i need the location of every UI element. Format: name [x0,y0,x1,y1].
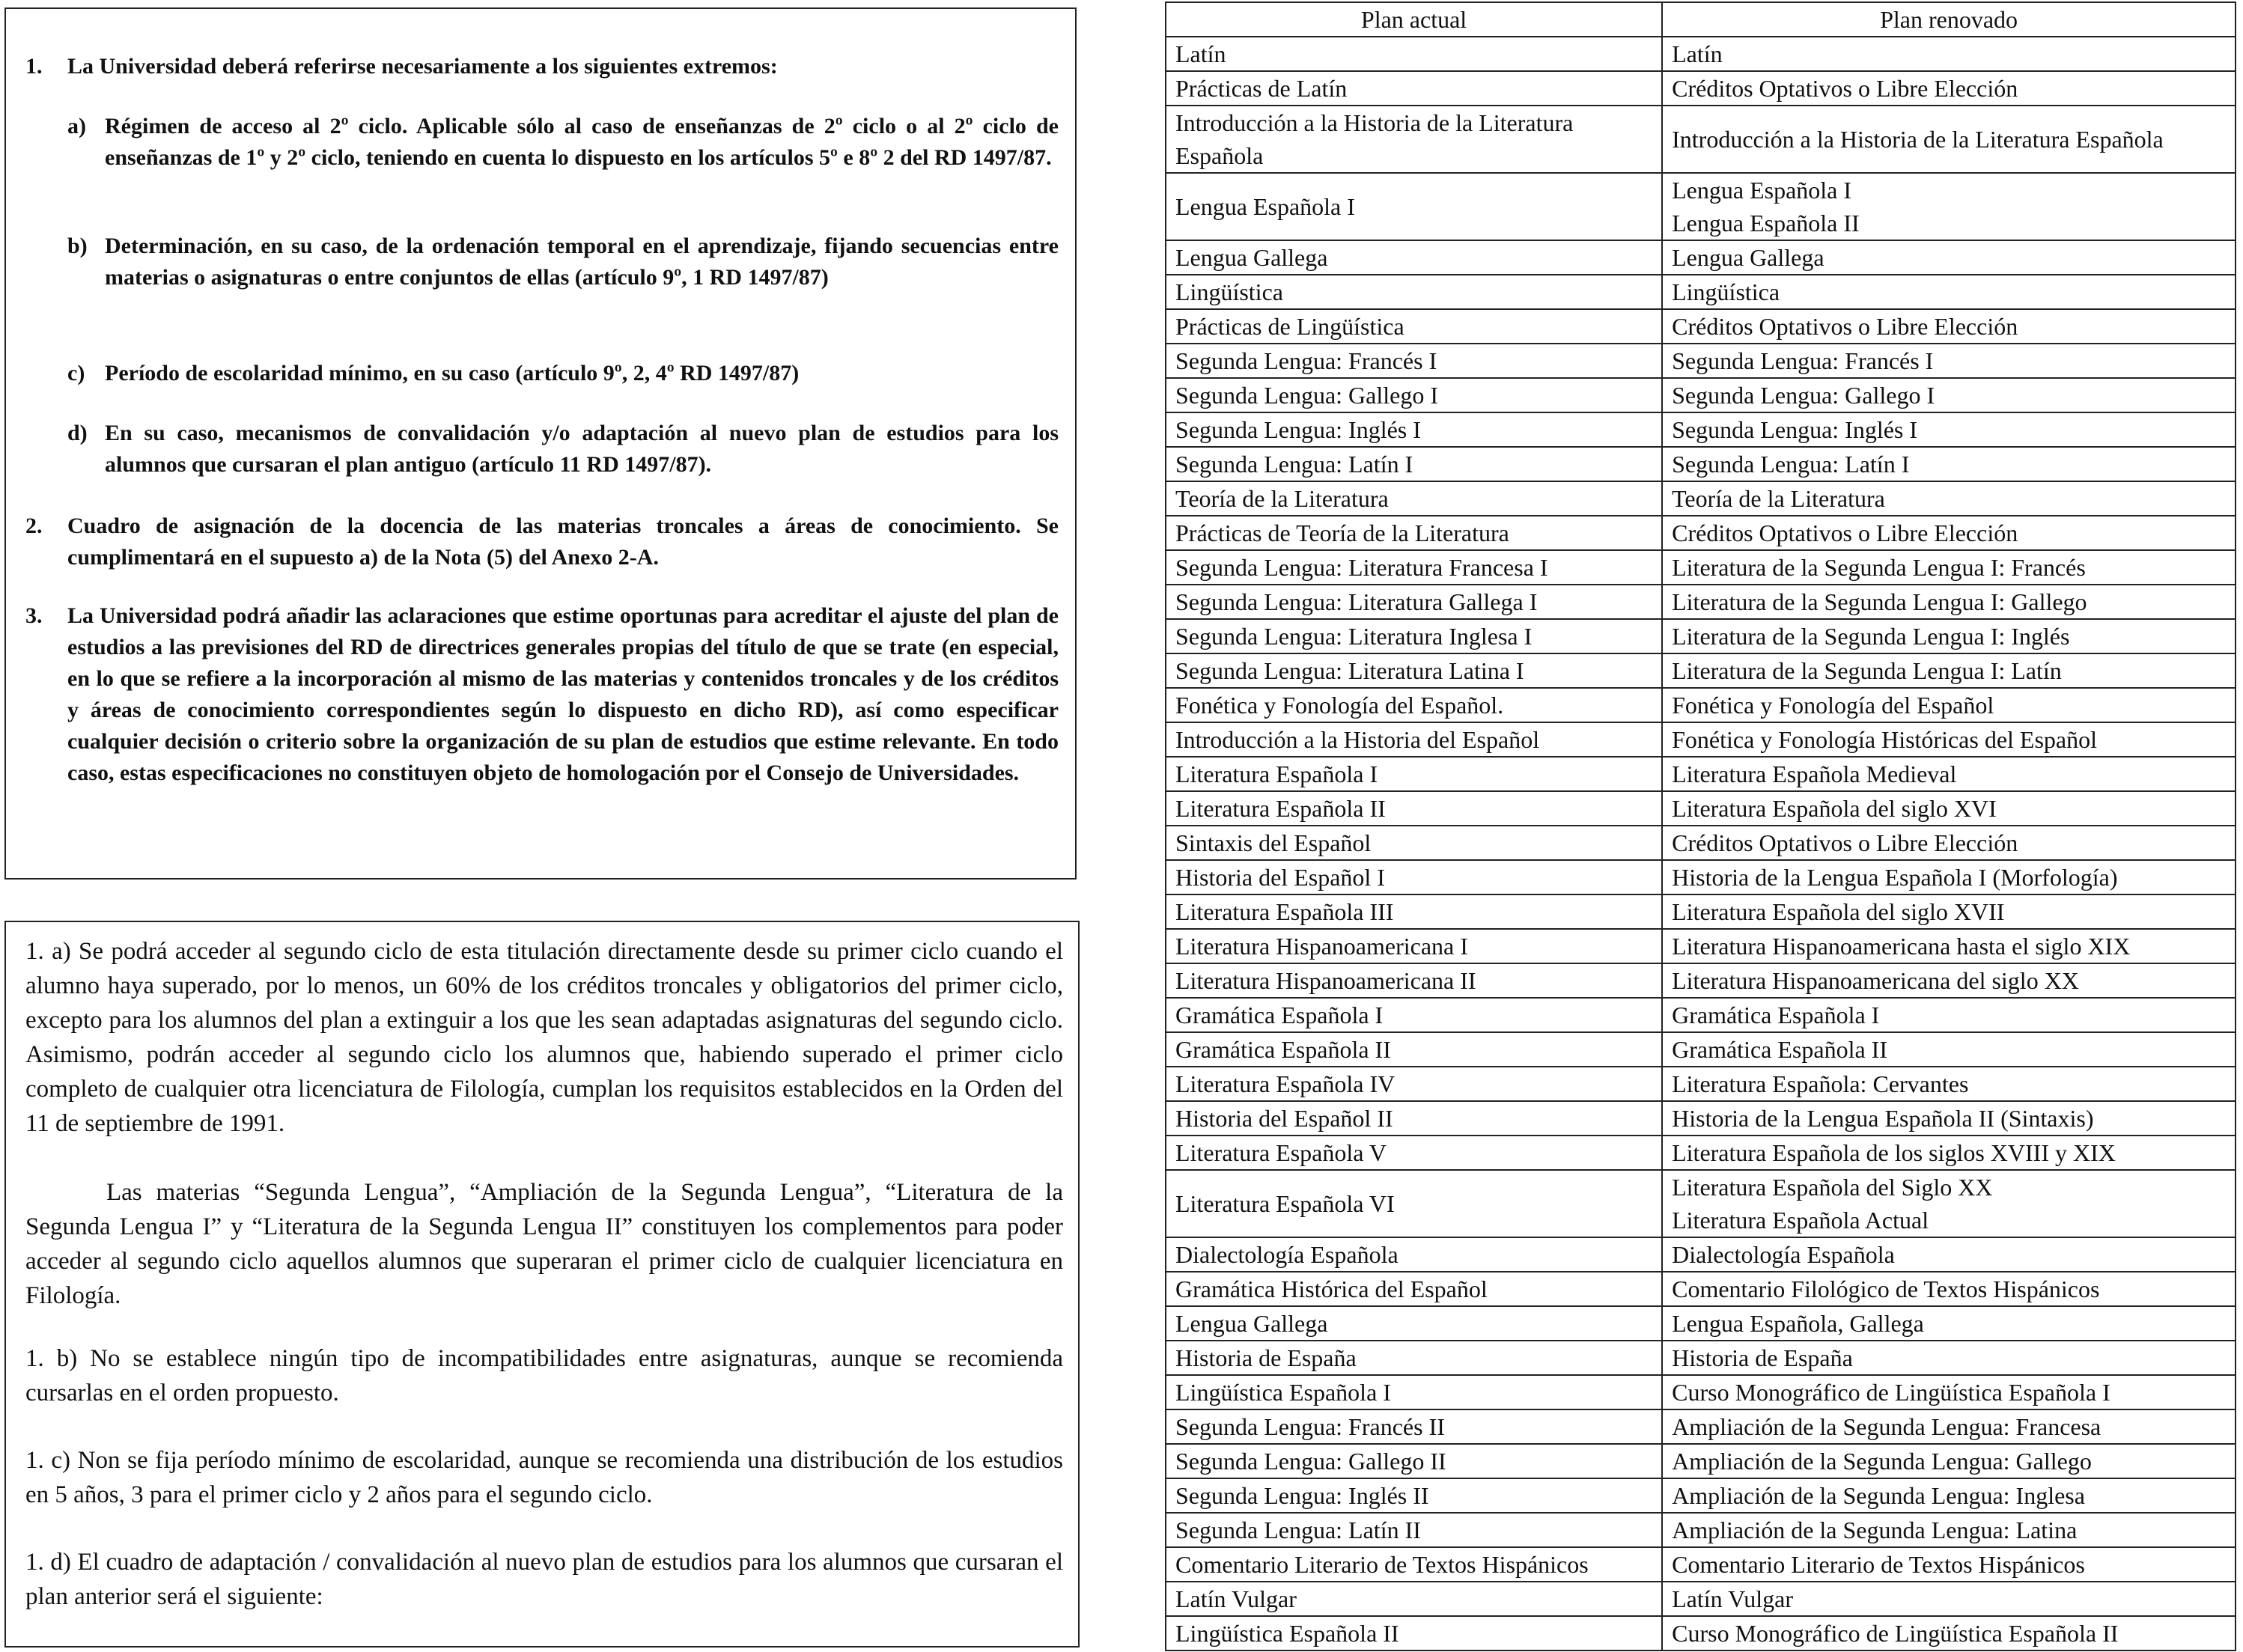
cell-plan-renovado: Curso Monográfico de Lingüística Española II [1662,1616,2236,1651]
table-row [1166,688,2236,722]
adaptation-table [1165,1,2236,1651]
table-header-row [1166,2,2236,37]
cell-plan-actual: Segunda Lengua: Francés II [1166,1409,1662,1444]
cell-plan-renovado: Introducción a la Historia de la Literatura Española [1662,106,2236,173]
cell-plan-renovado: Literatura Española del siglo XVI [1662,791,2236,826]
table-row [1166,722,2236,757]
sub-text: En su caso, mecanismos de convalidación y/o adaptación al nuevo plan de estudios para los alumnos que cursaran el plan antiguo (artículo 11 RD 1497/87). [105,421,1059,477]
table-row [1166,412,2236,447]
table-row [1166,1409,2236,1444]
cell-plan-actual: Literatura Española IV [1166,1067,1662,1101]
cell-plan-renovado: Lengua Española I Lengua Española II [1662,173,2236,240]
cell-plan-renovado: Literatura Española del Siglo XX Literatura Española Actual [1662,1170,2236,1237]
cell-plan-renovado: Fonética y Fonología Históricas del Español [1662,722,2236,757]
cell-plan-actual: Literatura Española III [1166,894,1662,929]
cell-plan-actual: Literatura Hispanoamericana II [1166,963,1662,998]
table-row [1166,619,2236,653]
cell-plan-renovado: Fonética y Fonología del Español [1662,688,2236,722]
cell-plan-renovado: Literatura de la Segunda Lengua I: Inglés [1662,619,2236,653]
table-row [1166,791,2236,826]
table-row [1166,1513,2236,1547]
item-text: Cuadro de asignación de la docencia de las materias troncales a áreas de conocimiento. Se cumplimentará en el supuesto a) de la Nota (5) del Anexo 2-A. [67,513,1059,570]
table-body [1166,37,2236,1651]
cell-plan-renovado: Historia de la Lengua Española II (Sintaxis) [1662,1101,2236,1136]
cell-plan-actual: Introducción a la Historia de la Literatura Española [1166,106,1662,173]
cell-plan-renovado: Créditos Optativos o Libre Elección [1662,71,2236,106]
cell-plan-renovado: Gramática Española II [1662,1032,2236,1067]
cell-plan-actual: Fonética y Fonología del Español. [1166,688,1662,722]
table-row [1166,1616,2236,1651]
cell-plan-renovado: Literatura Española Medieval [1662,757,2236,791]
cell-plan-renovado: Gramática Española I [1662,998,2236,1032]
cell-plan-actual: Lingüística Española I [1166,1375,1662,1409]
table-row [1166,481,2236,516]
cell-plan-actual: Prácticas de Latín [1166,71,1662,106]
table-row [1166,860,2236,894]
item-text: La Universidad podrá añadir las aclaraciones que estime oportunas para acreditar el ajuste del plan de estudios a las previsiones del RD de directrices generales propias del título de que se trate (en especial, en lo que se refiere a la incorporación al mismo de las materias y contenidos troncales y de los créditos y áreas de conocimiento correspondientes según lo dispuesto en dicho RD), así como especificar cualquier decisión o criterio sobre la organización de su plan de estudios que estime relevante. En todo caso, estas especificaciones no constituyen objeto de homologación por el Consejo de Universidades. [67,603,1059,785]
cell-plan-actual: Segunda Lengua: Inglés I [1166,412,1662,447]
instruction-item-1 [25,51,1059,82]
column-header-plan-renovado: Plan renovado [1662,2,2236,37]
table-row [1166,1067,2236,1101]
cell-plan-renovado: Lingüística [1662,275,2236,309]
cell-plan-renovado: Latín Vulgar [1662,1582,2236,1616]
sub-label: d) [67,421,88,445]
sub-label: c) [67,361,85,385]
cell-plan-renovado: Historia de la Lengua Española I (Morfología) [1662,860,2236,894]
cell-plan-renovado: Segunda Lengua: Gallego I [1662,378,2236,412]
table-row [1166,1272,2236,1306]
cell-plan-actual: Segunda Lengua: Literatura Francesa I [1166,550,1662,585]
instruction-item-3 [25,600,1059,789]
instruction-sub-c [67,358,1059,389]
cell-plan-actual: Prácticas de Lingüística [1166,309,1662,344]
table-row [1166,963,2236,998]
cell-plan-actual: Prácticas de Teoría de la Literatura [1166,516,1662,550]
cell-plan-actual: Historia de España [1166,1341,1662,1375]
note-1a: 1. a) Se podrá acceder al segundo ciclo de esta titulación directamente desde su primer ciclo cuando el alumno haya superado, por lo menos, un 60% de los créditos troncales y obligatorios del primer ciclo, excepto para los alumnos del plan a extinguir a los que les sean adaptadas asignaturas del segundo ciclo. Asimismo, podrán acceder al segundo ciclo los alumnos que, habiendo superado el primer ciclo completo de cualquier otra licenciatura de Filología, cumplan los requisitos establecidos en la Orden del 11 de septiembre de 1991. [25,938,1063,1137]
cell-plan-actual: Lingüística Española II [1166,1616,1662,1651]
cell-plan-actual: Gramática Española II [1166,1032,1662,1067]
cell-plan-renovado: Ampliación de la Segunda Lengua: Latina [1662,1513,2236,1547]
table-row [1166,309,2236,344]
cell-plan-renovado: Créditos Optativos o Libre Elección [1662,309,2236,344]
cell-plan-actual: Latín [1166,37,1662,71]
cell-plan-renovado: Literatura de la Segunda Lengua I: Gallego [1662,585,2236,619]
instructions-box [4,7,1077,880]
instruction-item-2 [25,510,1059,573]
item-text: La Universidad deberá referirse necesariamente a los siguientes extremos: [67,54,778,79]
table-row [1166,1478,2236,1513]
cell-plan-renovado: Literatura Española de los siglos XVIII y XIX [1662,1136,2236,1170]
cell-plan-actual: Literatura Española I [1166,757,1662,791]
table-row [1166,757,2236,791]
table-row [1166,37,2236,71]
cell-plan-renovado: Latín [1662,37,2236,71]
cell-plan-actual: Literatura Española VI [1166,1170,1662,1237]
cell-plan-actual: Segunda Lengua: Francés I [1166,344,1662,378]
cell-plan-renovado: Segunda Lengua: Inglés I [1662,412,2236,447]
table-row [1166,826,2236,860]
table-row [1166,240,2236,275]
instruction-sub-d [67,418,1059,481]
sub-text: Período de escolaridad mínimo, en su caso (artículo 9º, 2, 4º RD 1497/87) [105,361,800,385]
table-row [1166,1136,2236,1170]
cell-plan-renovado: Créditos Optativos o Libre Elección [1662,826,2236,860]
cell-plan-renovado: Dialectología Española [1662,1237,2236,1272]
cell-plan-renovado: Ampliación de la Segunda Lengua: Inglesa [1662,1478,2236,1513]
item-number: 1. [25,54,43,79]
cell-plan-actual: Lengua Española I [1166,173,1662,240]
cell-plan-actual: Latín Vulgar [1166,1582,1662,1616]
cell-plan-actual: Literatura Hispanoamericana I [1166,929,1662,963]
sub-label: a) [67,114,86,138]
sub-text: Determinación, en su caso, de la ordenación temporal en el aprendizaje, fijando secuencias entre materias o asignaturas o entre conjuntos de ellas (artículo 9º, 1 RD 1497/87) [105,234,1059,290]
table-row [1166,71,2236,106]
cell-plan-renovado: Ampliación de la Segunda Lengua: Francesa [1662,1409,2236,1444]
note-1b: 1. b) No se establece ningún tipo de incompatibilidades entre asignaturas, aunque se recomienda cursarlas en el orden propuesto. [25,1345,1063,1406]
table-row [1166,1032,2236,1067]
table-row [1166,344,2236,378]
table-row [1166,653,2236,688]
cell-plan-renovado: Literatura de la Segunda Lengua I: Latín [1662,653,2236,688]
cell-plan-renovado: Literatura Española del siglo XVII [1662,894,2236,929]
table-row [1166,1170,2236,1237]
cell-plan-actual: Segunda Lengua: Literatura Inglesa I [1166,619,1662,653]
table-row [1166,1341,2236,1375]
table-row [1166,1444,2236,1478]
cell-plan-actual: Sintaxis del Español [1166,826,1662,860]
item-number: 2. [25,513,43,538]
cell-plan-renovado: Literatura Hispanoamericana hasta el siglo XIX [1662,929,2236,963]
table-row [1166,447,2236,481]
cell-plan-actual: Teoría de la Literatura [1166,481,1662,516]
cell-plan-actual: Segunda Lengua: Gallego I [1166,378,1662,412]
table-row [1166,894,2236,929]
table-row [1166,1101,2236,1136]
cell-plan-actual: Introducción a la Historia del Español [1166,722,1662,757]
note-1d: 1. d) El cuadro de adaptación / convalidación al nuevo plan de estudios para los alumnos que cursaran el plan anterior será el siguiente: [25,1549,1063,1610]
table-row [1166,929,2236,963]
cell-plan-actual: Segunda Lengua: Latín I [1166,447,1662,481]
cell-plan-renovado: Comentario Literario de Textos Hispánicos [1662,1547,2236,1582]
sub-label: b) [67,234,88,258]
note-1c: 1. c) Non se fija período mínimo de escolaridad, aunque se recomienda una distribución de los estudios en 5 años, 3 para el primer ciclo y 2 años para el segundo ciclo. [25,1447,1063,1508]
table-row [1166,106,2236,173]
sub-text: Régimen de acceso al 2º ciclo. Aplicable sólo al caso de enseñanzas de 2º ciclo o al 2º ciclo de enseñanzas de 1º y 2º ciclo, teniendo en cuenta lo dispuesto en los artículos 5º e 8º 2 del RD 1497/87. [105,114,1059,170]
cell-plan-actual: Lengua Gallega [1166,240,1662,275]
cell-plan-renovado: Créditos Optativos o Libre Elección [1662,516,2236,550]
table-row [1166,173,2236,240]
cell-plan-actual: Dialectología Española [1166,1237,1662,1272]
cell-plan-renovado: Teoría de la Literatura [1662,481,2236,516]
table-row [1166,275,2236,309]
cell-plan-actual: Lengua Gallega [1166,1306,1662,1341]
cell-plan-actual: Comentario Literario de Textos Hispánicos [1166,1547,1662,1582]
cell-plan-actual: Literatura Española V [1166,1136,1662,1170]
column-header-plan-actual: Plan actual [1166,2,1662,37]
cell-plan-actual: Segunda Lengua: Latín II [1166,1513,1662,1547]
cell-plan-renovado: Historia de España [1662,1341,2236,1375]
table-row [1166,1582,2236,1616]
instruction-sub-a [67,111,1059,174]
table-row [1166,1237,2236,1272]
cell-plan-renovado: Lengua Española, Gallega [1662,1306,2236,1341]
item-number: 3. [25,603,43,628]
table-row [1166,516,2236,550]
table-row [1166,1547,2236,1582]
cell-plan-actual: Historia del Español II [1166,1101,1662,1136]
cell-plan-actual: Segunda Lengua: Inglés II [1166,1478,1662,1513]
cell-plan-actual: Literatura Española II [1166,791,1662,826]
cell-plan-actual: Lingüística [1166,275,1662,309]
table-row [1166,378,2236,412]
cell-plan-actual: Historia del Español I [1166,860,1662,894]
table-row [1166,1375,2236,1409]
cell-plan-actual: Segunda Lengua: Literatura Latina I [1166,653,1662,688]
table-row [1166,550,2236,585]
cell-plan-renovado: Literatura Española: Cervantes [1662,1067,2236,1101]
table-row [1166,998,2236,1032]
cell-plan-renovado: Literatura de la Segunda Lengua I: Francés [1662,550,2236,585]
cell-plan-renovado: Segunda Lengua: Latín I [1662,447,2236,481]
cell-plan-renovado: Lengua Gallega [1662,240,2236,275]
cell-plan-actual: Segunda Lengua: Gallego II [1166,1444,1662,1478]
table-row [1166,585,2236,619]
cell-plan-actual: Gramática Histórica del Español [1166,1272,1662,1306]
table-row [1166,1306,2236,1341]
instruction-sub-b [67,231,1059,293]
cell-plan-actual: Segunda Lengua: Literatura Gallega I [1166,585,1662,619]
cell-plan-renovado: Curso Monográfico de Lingüística Española I [1662,1375,2236,1409]
cell-plan-renovado: Comentario Filológico de Textos Hispánicos [1662,1272,2236,1306]
note-1a-materias: Las materias “Segunda Lengua”, “Ampliación de la Segunda Lengua”, “Literatura de la Segunda Lengua I” y “Literatura de la Segunda Lengua II” constituyen los complementos para poder acceder al segundo ciclo aquellos alumnos que superaran el primer ciclo de cualquier licenciatura en Filología. [25,1179,1063,1309]
cell-plan-renovado: Ampliación de la Segunda Lengua: Gallego [1662,1444,2236,1478]
cell-plan-actual: Gramática Española I [1166,998,1662,1032]
cell-plan-renovado: Segunda Lengua: Francés I [1662,344,2236,378]
cell-plan-renovado: Literatura Hispanoamericana del siglo XX [1662,963,2236,998]
notes-box [4,921,1080,1648]
